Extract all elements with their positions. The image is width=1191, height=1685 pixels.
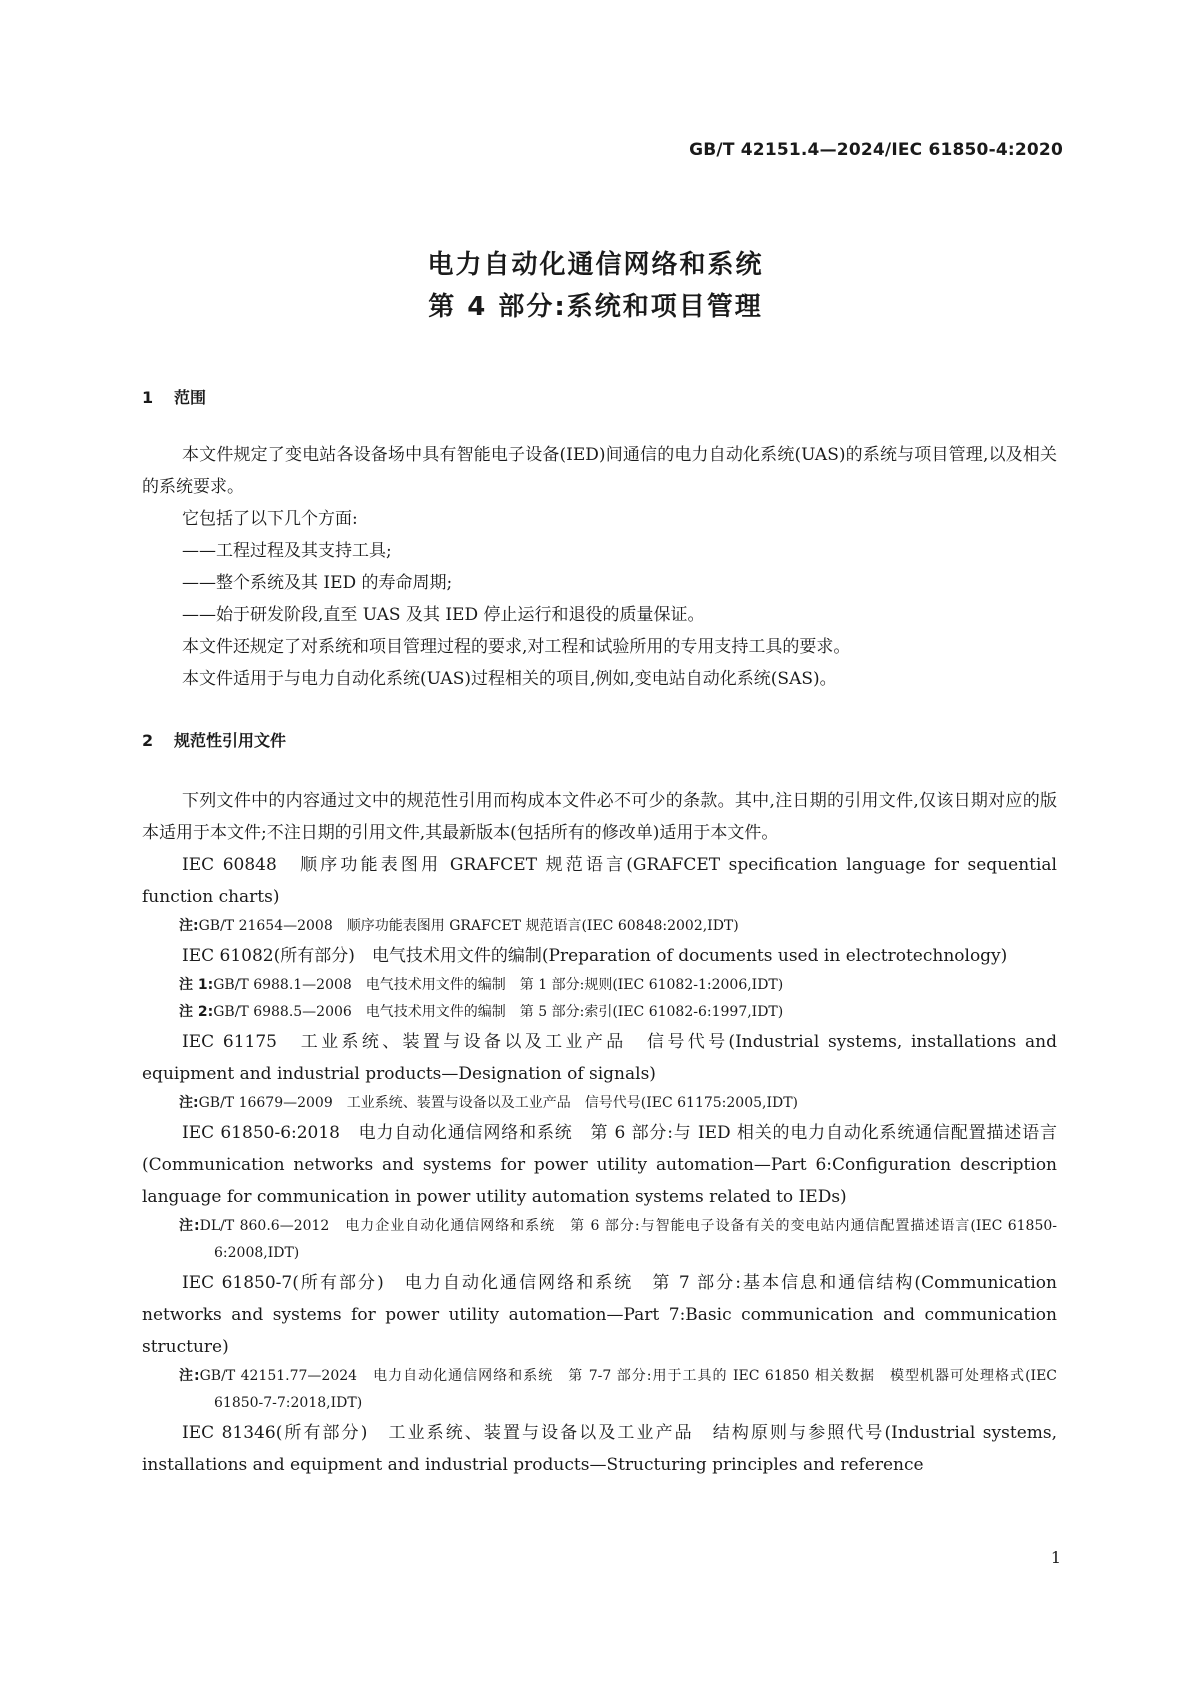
section-1-title: 范围	[174, 388, 207, 407]
section-2-heading	[142, 728, 286, 751]
scope-paragraph-1: 本文件规定了变电站各设备场中具有智能电子设备(IED)间通信的电力自动化系统(UAS)的系统与项目管理,以及相关的系统要求。	[142, 445, 1057, 497]
references-intro: 下列文件中的内容通过文中的规范性引用而构成本文件必不可少的条款。其中,注日期的引用文件,仅该日期对应的版本适用于本文件;不注日期的引用文件,其最新版本(包括所有的修改单)适用于本文件。	[142, 791, 1057, 843]
scope-paragraph-2: 它包括了以下几个方面:	[182, 509, 358, 529]
section-2-title: 规范性引用文件	[174, 731, 287, 750]
section-2-body	[142, 785, 1057, 1481]
reference-iec-61850-7: IEC 61850-7(所有部分) 电力自动化通信网络和系统 第 7 部分:基本信息和通信结构(Communication networks and systems for power utility automation—Part 7:Basic communication and communication structure)	[142, 1273, 1057, 1357]
scope-paragraph-4: 本文件适用于与电力自动化系统(UAS)过程相关的项目,例如,变电站自动化系统(SAS)。	[182, 669, 837, 689]
note-iec-61850-6	[142, 1213, 1057, 1267]
note-label: 注:	[179, 1095, 199, 1111]
reference-iec-61082: IEC 61082(所有部分) 电气技术用文件的编制(Preparation of documents used in electrotechnology)	[182, 946, 1008, 966]
note-label: 注:	[179, 1218, 200, 1234]
reference-iec-60848: IEC 60848 顺序功能表图用 GRAFCET 规范语言(GRAFCET specification language for sequential function charts)	[142, 855, 1057, 907]
scope-dash-item-3: ——始于研发阶段,直至 UAS 及其 IED 停止运行和退役的质量保证。	[182, 605, 705, 625]
note-text: DL/T 860.6—2012 电力企业自动化通信网络和系统 第 6 部分:与智能电子设备有关的变电站内通信配置描述语言(IEC 61850-6:2008,IDT)	[199, 1218, 1057, 1261]
note-text: GB/T 42151.77—2024 电力自动化通信网络和系统 第 7-7 部分:用于工具的 IEC 61850 相关数据 模型机器可处理格式(IEC 61850-7-7:2018,IDT)	[199, 1368, 1057, 1411]
document-title-line2: 第 4 部分:系统和项目管理	[428, 292, 763, 322]
scope-paragraph-3: 本文件还规定了对系统和项目管理过程的要求,对工程和试验所用的专用支持工具的要求。	[182, 637, 851, 657]
note-iec-61175	[142, 1090, 1057, 1117]
note-iec-60848	[142, 913, 1057, 940]
reference-iec-61175: IEC 61175 工业系统、装置与设备以及工业产品 信号代号(Industrial systems, installations and equipment and industrial products—Designation of signals)	[142, 1032, 1057, 1084]
note-text: GB/T 6988.1—2008 电气技术用文件的编制 第 1 部分:规则(IEC 61082-1:2006,IDT)	[213, 977, 784, 993]
note-label: 注 2:	[179, 1004, 214, 1020]
note-iec-61850-7	[142, 1363, 1057, 1417]
note-2-iec-61082	[142, 999, 1057, 1026]
note-label: 注 1:	[179, 977, 214, 993]
section-2-number: 2	[142, 731, 154, 750]
scope-dash-item-1: ——工程过程及其支持工具;	[182, 541, 392, 561]
section-1-number: 1	[142, 388, 154, 407]
reference-iec-81346: IEC 81346(所有部分) 工业系统、装置与设备以及工业产品 结构原则与参照代号(Industrial systems, installations and equipment and industrial products—Structuring principles and reference	[142, 1423, 1057, 1475]
note-1-iec-61082	[142, 972, 1057, 999]
note-text: GB/T 21654—2008 顺序功能表图用 GRAFCET 规范语言(IEC 60848:2002,IDT)	[198, 918, 739, 934]
standard-code: GB/T 42151.4—2024/IEC 61850-4:2020	[689, 140, 1063, 160]
scope-dash-item-2: ——整个系统及其 IED 的寿命周期;	[182, 573, 453, 593]
note-text: GB/T 6988.5—2006 电气技术用文件的编制 第 5 部分:索引(IEC 61082-6:1997,IDT)	[213, 1004, 784, 1020]
note-label: 注:	[179, 918, 199, 934]
document-title-line1: 电力自动化通信网络和系统	[427, 250, 764, 280]
note-text: GB/T 16679—2009 工业系统、装置与设备以及工业产品 信号代号(IEC 61175:2005,IDT)	[198, 1095, 799, 1111]
section-1-body	[142, 439, 1057, 695]
section-1-heading	[142, 385, 206, 408]
reference-iec-61850-6: IEC 61850-6:2018 电力自动化通信网络和系统 第 6 部分:与 IED 相关的电力自动化系统通信配置描述语言(Communication networks and systems for power utility automation—Part 6:Configuration description language for communication in power utility automation systems related to IEDs)	[142, 1123, 1057, 1207]
note-label: 注:	[179, 1368, 200, 1384]
page-number: 1	[1050, 1548, 1061, 1567]
